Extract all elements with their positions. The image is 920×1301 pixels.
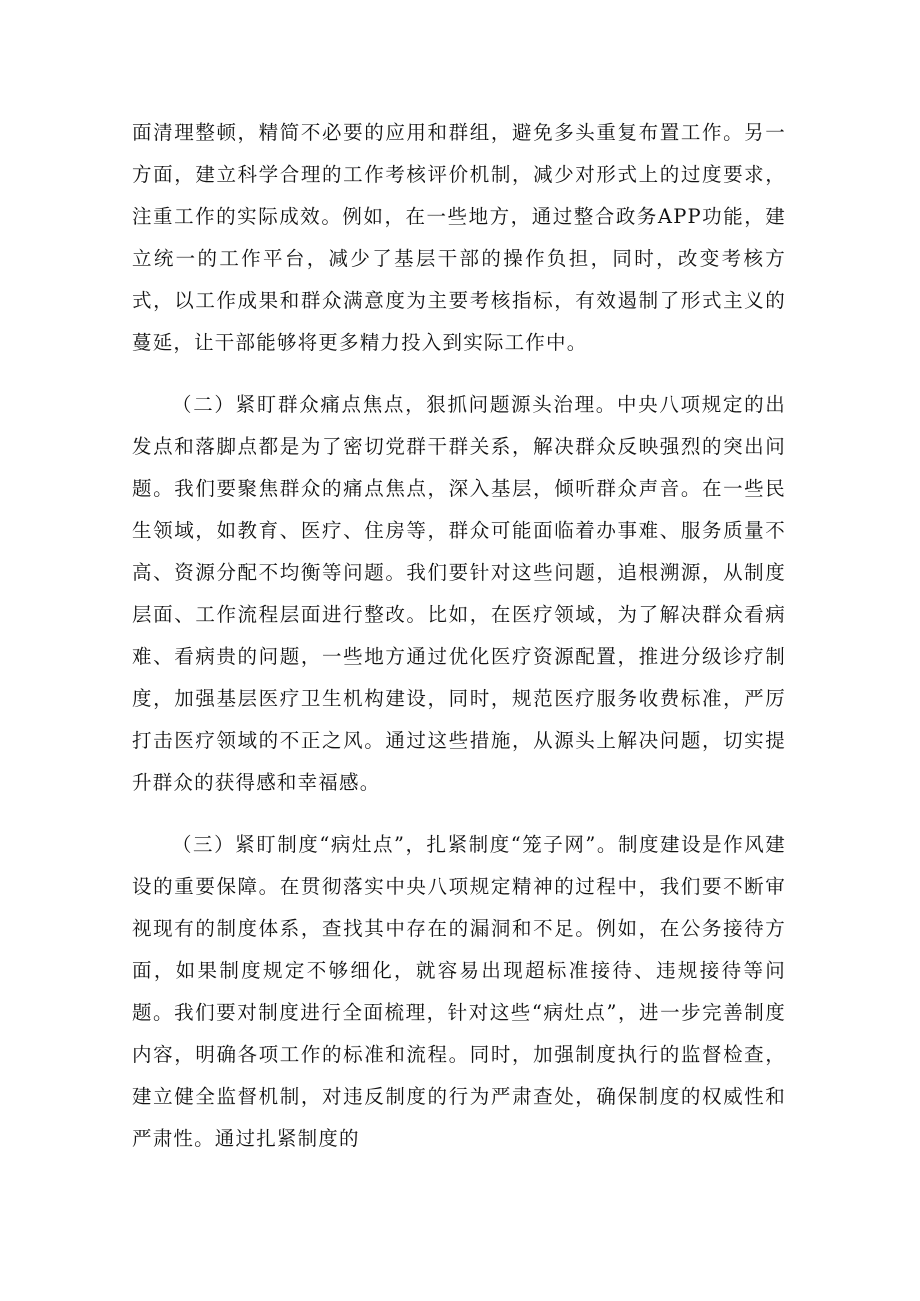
paragraph-section-3: （三）紧盯制度“病灶点”，扎紧制度“笼子网”。制度建设是作风建设的重要保障。在贯彻落实中央八项规定精神的过程中，我们要不断审视现有的制度体系，查找其中存在的漏洞和不足。例如，在公务接待方面，如果制度规定不够细化，就容易出现超标准接待、违规接待等问题。我们要对制度进行全面梳理，针对这些“病灶点”，进一步完善制度内容，明确各项工作的标准和流程。同时，加强制度执行的监督检查，建立健全监督机制，对违反制度的行为严肃查处，确保制度的权威性和严肃性。通过扎紧制度的: [132, 833, 786, 1150]
paragraph-section-2: （二）紧盯群众痛点焦点，狠抓问题源头治理。中央八项规定的出发点和落脚点都是为了密切党群干群关系，解决群众反映强烈的突出问题。我们要聚焦群众的痛点焦点，深入基层，倾听群众声音。在一些民生领域，如教育、医疗、住房等，群众可能面临着办事难、服务质量不高、资源分配不均衡等问题。我们要针对这些问题，追根溯源，从制度层面、工作流程层面进行整改。比如，在医疗领域，为了解决群众看病难、看病贵的问题，一些地方通过优化医疗资源配置，推进分级诊疗制度，加强基层医疗卫生机构建设，同时，规范医疗服务收费标准，严厉打击医疗领域的不正之风。通过这些措施，从源头上解决问题，切实提升群众的获得感和幸福感。: [132, 393, 786, 794]
paragraph-continuation: 面清理整顿，精简不必要的应用和群组，避免多头重复布置工作。另一方面，建立科学合理的工作考核评价机制，减少对形式上的过度要求，注重工作的实际成效。例如，在一些地方，通过整合政务APP功能，建立统一的工作平台，减少了基层干部的操作负担，同时，改变考核方式，以工作成果和群众满意度为主要考核指标，有效遏制了形式主义的蔓延，让干部能够将更多精力投入到实际工作中。: [132, 121, 786, 354]
document-body: [132, 112, 786, 1160]
